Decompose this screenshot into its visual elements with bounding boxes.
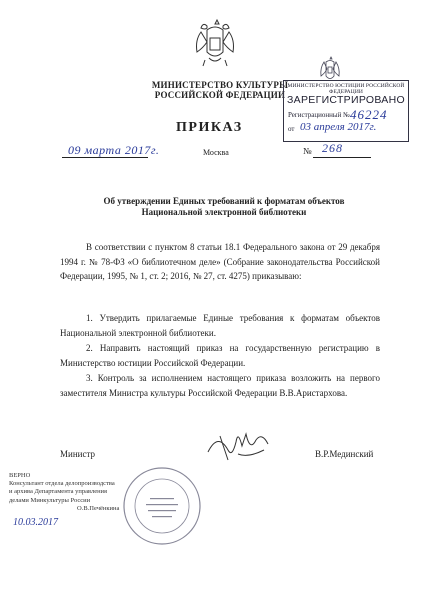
order-item-1: 1. Утвердить прилагаемые Единые требования к форматам объектов Национальной электронной библиотеки. bbox=[60, 313, 380, 338]
title-line1: Об утверждении Единых требований к форматам объектов bbox=[103, 196, 345, 206]
signatory-name: В.Р.Мединский bbox=[315, 449, 374, 459]
date-underline bbox=[62, 157, 148, 158]
cert-line4: делами Минкультуры России bbox=[9, 496, 91, 504]
coat-of-arms-emblem-icon bbox=[193, 18, 237, 68]
ministry-line1: МИНИСТЕРСТВО КУЛЬТУРЫ bbox=[151, 80, 289, 90]
cert-line1: ВЕРНО bbox=[9, 472, 31, 479]
stamp-reg-label: Регистрационный № bbox=[288, 111, 350, 119]
order-date-handwritten: 09 марта 2017г. bbox=[68, 143, 160, 157]
cert-line5: О.В.Печёнкина bbox=[77, 504, 120, 512]
title-line2: Национальной электронной библиотеки bbox=[141, 207, 307, 217]
certification-date-handwritten: 10.03.2017 bbox=[13, 517, 58, 528]
cert-line2: Консультант отдела делопроизводства bbox=[9, 480, 115, 488]
stamp-agency: МИНИСТЕРСТВО ЮСТИЦИИ РОССИЙСКОЙ ФЕДЕРАЦИИ bbox=[287, 83, 405, 95]
number-label: № bbox=[303, 146, 312, 156]
stamp-reg-number: 46224 bbox=[350, 107, 388, 122]
cert-line3: и архива Департамента управления bbox=[9, 488, 108, 496]
stamp-date-label: от bbox=[288, 125, 295, 133]
registration-stamp bbox=[283, 80, 409, 142]
order-item-2: 2. Направить настоящий приказ на государственную регистрацию в Министерство юстиции Российской Федерации. bbox=[60, 343, 380, 368]
city: Москва bbox=[203, 148, 229, 157]
document-type: ПРИКАЗ bbox=[176, 120, 243, 135]
ministry-header bbox=[150, 80, 290, 100]
stamp-date-value: 03 апреля 2017г. bbox=[300, 121, 377, 133]
handwritten-signature bbox=[198, 422, 278, 472]
order-item-3: 3. Контроль за исполнением настоящего приказа возложить на первого заместителя Министра культуры Российской Федерации В.В.Аристархова. bbox=[60, 373, 380, 398]
stamp-status: ЗАРЕГИСТРИРОВАНО bbox=[287, 94, 405, 106]
certification-note bbox=[9, 472, 149, 513]
order-number-handwritten: 268 bbox=[322, 141, 343, 155]
document-title bbox=[90, 196, 358, 218]
number-underline bbox=[313, 157, 371, 158]
ministry-line2: РОССИЙСКОЙ ФЕДЕРАЦИИ bbox=[154, 90, 286, 100]
intro-paragraph: В соответствии с пунктом 8 статьи 18.1 Федерального закона от 29 декабря 1994 г. № 78-ФЗ «О библиотечном деле» (Собрание законодательства Российской Федерации, 1995, № 1, ст. 2; 2016, № 27, ст. 4275) приказываю: bbox=[60, 242, 380, 282]
signatory-position: Министр bbox=[60, 449, 95, 459]
